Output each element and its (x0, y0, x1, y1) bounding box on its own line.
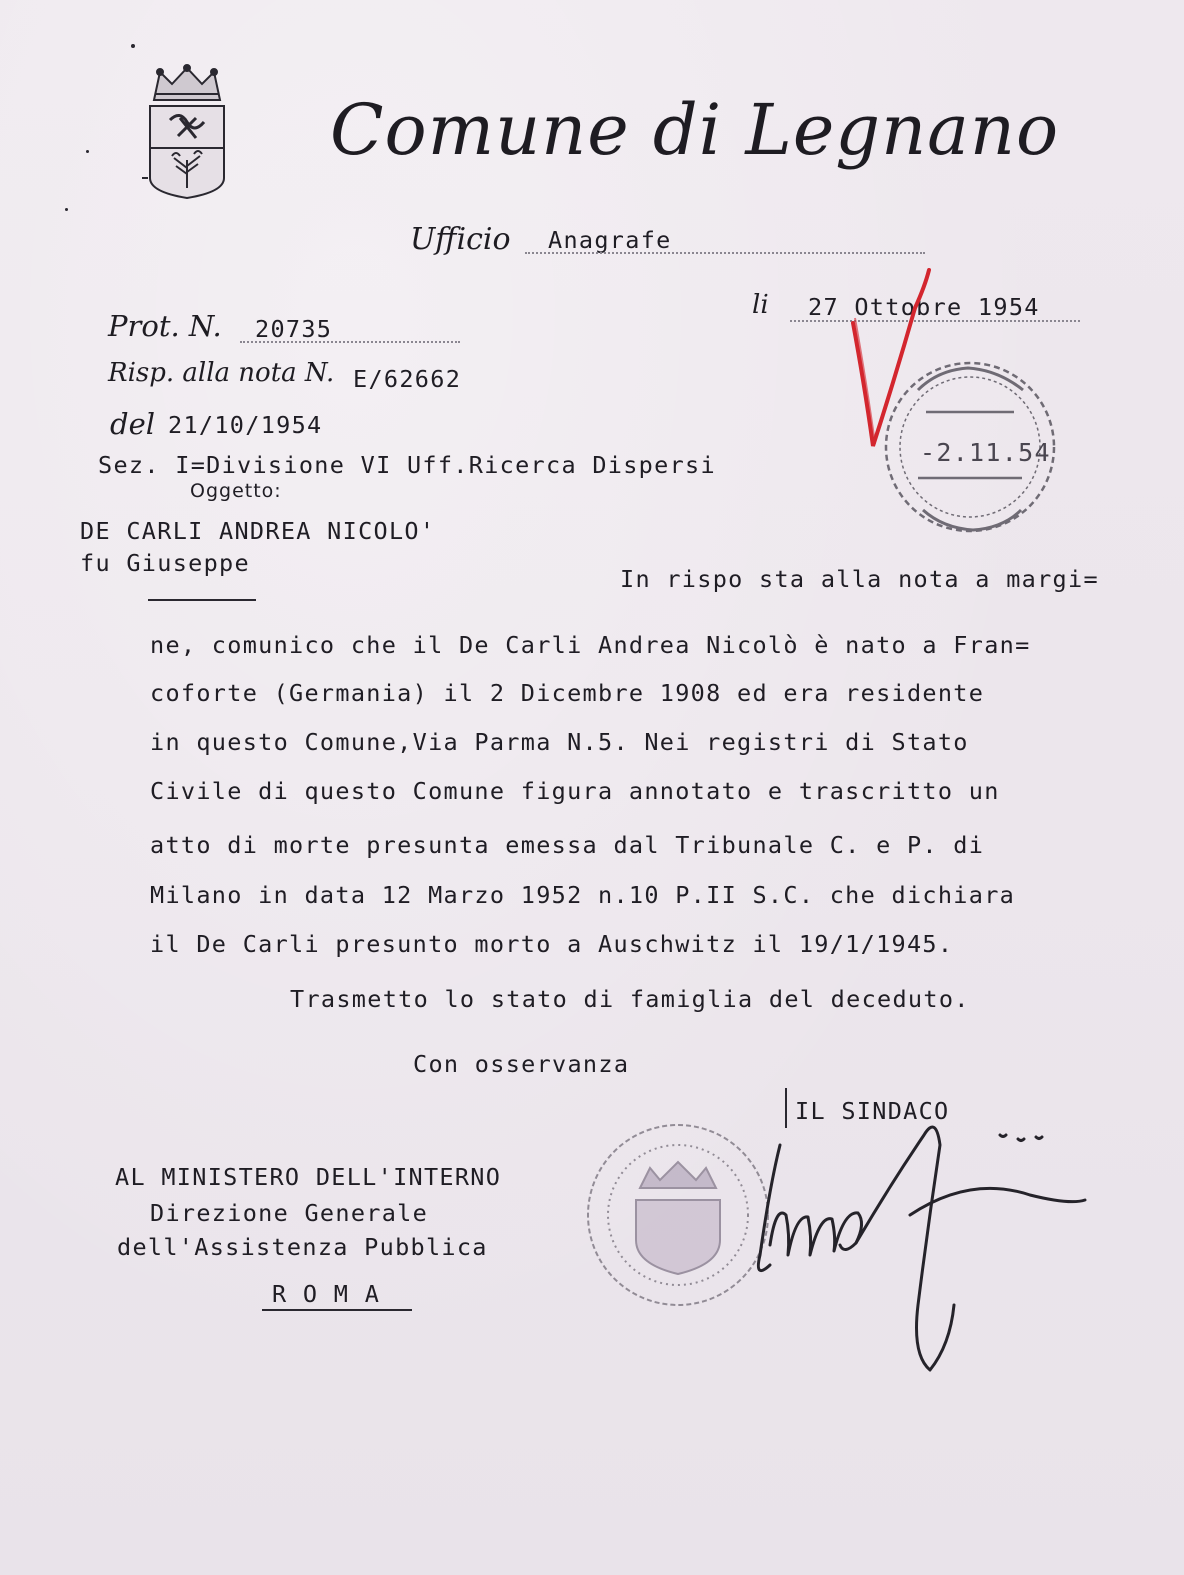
risp-value: E/62662 (353, 365, 462, 393)
ses-line: Sez. I=Divisione VI Uff.Ricerca Dispersi (98, 451, 716, 479)
subject-underline (148, 599, 256, 601)
body-line: ne, comunico che il De Carli Andrea Nicolò è nato a Fran= (150, 631, 1031, 659)
recipient-city-underline (262, 1309, 412, 1311)
recipient-line-2: Direzione Generale (150, 1199, 429, 1227)
handwritten-signature-icon (740, 1105, 1100, 1375)
del-label: del (110, 407, 156, 441)
office-dotted-line (525, 252, 925, 254)
received-stamp-date: -2.11.54 (920, 438, 1051, 467)
body-line: Milano in data 12 Marzo 1952 n.10 P.II S.C. che dichiara (150, 881, 1016, 909)
letterhead-title: Comune di Legnano (330, 89, 1060, 171)
subject-line-2: fu Giuseppe (80, 549, 250, 577)
body-line: atto di morte presunta emessa dal Tribunale C. e P. di (150, 831, 985, 859)
date-value: 27 Ottobre 1954 (808, 293, 1040, 321)
recipient-city: R O M A (272, 1280, 381, 1308)
recipient-line-3: dell'Assistenza Pubblica (117, 1233, 488, 1261)
body-line: in questo Comune,Via Parma N.5. Nei registri di Stato (150, 728, 969, 756)
office-value: Anagrafe (548, 226, 672, 254)
body-line: Civile di questo Comune figura annotato e trascritto un (150, 777, 1000, 805)
prot-label: Prot. N. (108, 309, 222, 343)
del-value: 21/10/1954 (168, 411, 323, 439)
margin-dot (131, 44, 135, 48)
subject-line-1: DE CARLI ANDREA NICOLO' (80, 517, 436, 545)
prot-dotted-line (240, 341, 460, 343)
closing-line: Con osservanza (413, 1050, 630, 1078)
risp-label: Risp. alla nota N. (108, 358, 335, 388)
recipient-line-1: AL MINISTERO DELL'INTERNO (115, 1163, 502, 1191)
signature-title: IL SINDACO (795, 1097, 950, 1125)
body-line: coforte (Germania) il 2 Dicembre 1908 ed era residente (150, 679, 985, 707)
date-prefix: li (752, 290, 769, 320)
margin-dot (65, 208, 68, 211)
transmit-line: Trasmetto lo stato di famiglia del deceduto. (290, 985, 970, 1013)
body-line: il De Carli presunto morto a Auschwitz il 19/1/1945. (150, 930, 954, 958)
body-line-0: In rispo sta alla nota a margi= (620, 565, 1099, 593)
oggetto-label: Oggetto: (190, 480, 282, 502)
office-label: Ufficio (410, 222, 511, 257)
coat-of-arms-icon (140, 60, 234, 200)
margin-dot (86, 150, 89, 153)
prot-value: 20735 (255, 315, 333, 343)
